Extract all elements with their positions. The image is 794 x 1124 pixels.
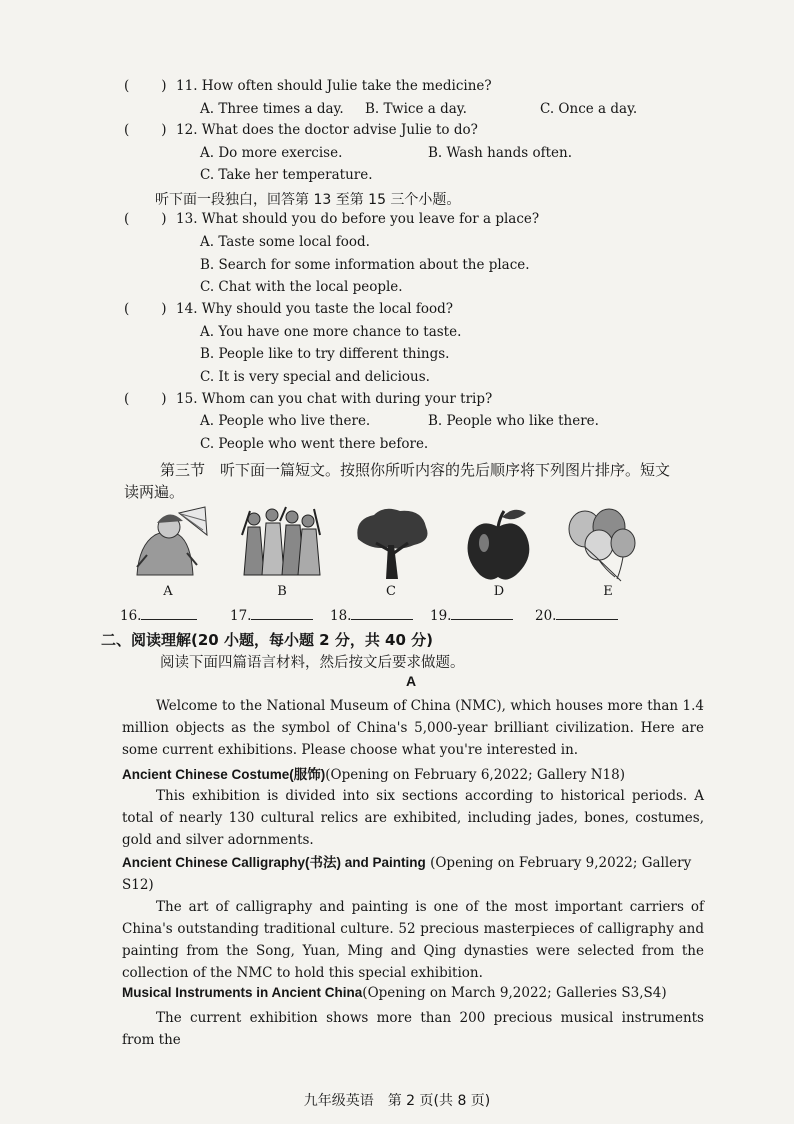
exhibition-info: (Opening on February 6,2022; Gallery N18): [325, 767, 625, 783]
option: A. People who live there.: [200, 413, 371, 429]
exhibition-1-body: This exhibition is divided into six sections according to historical periods. A total of nearly 130 cultural relics are exhibited, including jades, bones, costumes, gold and silver adornments.: [122, 788, 704, 848]
reading-instruction: 阅读下面四篇语言材料，然后按文后要求做题。: [160, 655, 465, 671]
picture-label-c: C: [386, 584, 396, 599]
question-14: ( ) 14. Why should you taste the local food?: [124, 301, 454, 317]
question-15: ( ) 15. Whom can you chat with during your trip?: [124, 391, 493, 407]
exhibition-info: (Opening on March 9,2022; Galleries S3,S4): [362, 985, 667, 1001]
answer-blank-18[interactable]: 18.: [330, 607, 413, 624]
option: B. Twice a day.: [365, 101, 467, 117]
option: C. Take her temperature.: [200, 167, 373, 183]
option: B. Search for some information about the place.: [200, 257, 530, 273]
option: C. People who went there before.: [200, 436, 429, 452]
answer-blank-20[interactable]: 20.: [535, 607, 618, 624]
option: A. Three times a day.: [200, 101, 344, 117]
answer-blank-17[interactable]: 17.: [230, 607, 313, 624]
option: C. Once a day.: [540, 101, 638, 117]
woman-with-fan-icon: [127, 505, 209, 583]
exhibition-title: Musical Instruments in Ancient China: [122, 985, 363, 1000]
picture-label-b: B: [277, 584, 287, 599]
option: A. Taste some local food.: [200, 234, 370, 250]
answer-blank-16[interactable]: 16.: [120, 607, 197, 624]
question-13: ( ) 13. What should you do before you leave for a place?: [124, 211, 540, 227]
dancers-icon: [240, 505, 322, 583]
answer-blank-19[interactable]: 19.: [430, 607, 513, 624]
exhibition-info: (Opening on February 9,2022; Gallery S12): [122, 855, 692, 893]
section3-instruction: 第三节 听下面一篇短文。按照你所听内容的先后顺序将下列图片排序。短文: [160, 461, 671, 479]
option: A. You have one more chance to taste.: [200, 324, 462, 340]
exhibition-3-header: [122, 985, 667, 1001]
option: B. People who like there.: [428, 413, 599, 429]
exhibition-title: Ancient Chinese Costume(服饰): [122, 767, 326, 782]
question-12: ( ) 12. What does the doctor advise Julie to do?: [124, 122, 478, 138]
question-11: ( ) 11. How often should Julie take the medicine?: [124, 78, 492, 94]
option: A. Do more exercise.: [200, 145, 343, 161]
picture-label-a: A: [163, 584, 173, 599]
section3-instruction-cont: 读两遍。: [124, 483, 185, 501]
exhibition-title: Ancient Chinese Calligraphy(书法) and Painting: [122, 855, 426, 870]
picture-label-e: E: [603, 584, 613, 599]
exhibition-1-header: [122, 763, 625, 783]
option: C. Chat with the local people.: [200, 279, 403, 295]
reading-part-title: 二、阅读理解(20 小题，每小题 2 分，共 40 分): [101, 631, 434, 649]
apple-icon: [458, 505, 540, 583]
tree-icon: [350, 505, 432, 583]
balloons-icon: [565, 505, 647, 583]
monologue-instruction: 听下面一段独白，回答第 13 至第 15 三个小题。: [155, 192, 461, 208]
exhibition-3-body: The current exhibition shows more than 200 precious musical instruments from the: [122, 1010, 704, 1048]
page-footer: 九年级英语 第 2 页(共 8 页): [303, 1093, 491, 1109]
passage-intro: Welcome to the National Museum of China (NMC), which houses more than 1.4 million objects as the symbol of China's 5,000-year brilliant civilization. Here are some current exhibitions. Please choose what you're interested in.: [122, 698, 704, 758]
passage-label: A: [406, 673, 417, 689]
exhibition-2-body: The art of calligraphy and painting is one of the most important carriers of China's outstanding traditional culture. 52 precious masterpieces of calligraphy and painting from the Song, Yuan, Ming and Qing dynasties were selected from the collection of the NMC to hold this special exhibition.: [122, 899, 704, 981]
option: B. Wash hands often.: [428, 145, 572, 161]
exhibition-2-header: [122, 852, 704, 896]
picture-label-d: D: [493, 584, 505, 599]
option: B. People like to try different things.: [200, 346, 450, 362]
option: C. It is very special and delicious.: [200, 369, 430, 385]
